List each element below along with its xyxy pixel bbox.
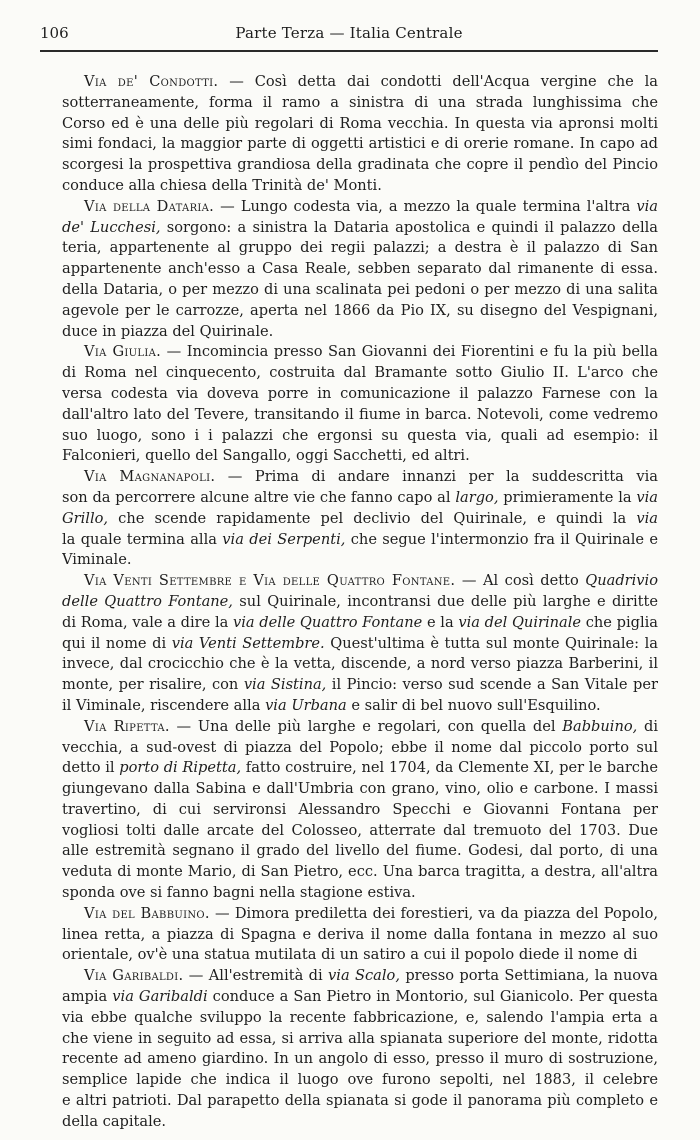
street-heading: Via Ripetta. <box>84 717 170 735</box>
text-run: suo luogo, sono i i palazzi che ergonsi su questa via, quali ad esempio: il <box>62 426 658 444</box>
text-run: appartenente anch'esso a Casa Reale, sebben separato dal rimanente di essa. <box>62 260 658 278</box>
italic-term: via Urbana <box>265 696 347 714</box>
street-heading: Via del Babbuino. <box>84 904 210 922</box>
text-run: semplice lapide che indica il luogo ove furono sepolti, nel 1883, il celebre <box>62 1071 658 1089</box>
text-run: — Lungo codesta via, a mezzo la quale termina l'altra <box>214 197 637 215</box>
paragraph-via-giulia-line <box>62 342 658 363</box>
text-run: recente ad ameno giardino. In un angolo di esso, presso il muro di sostruzione, <box>62 1050 658 1068</box>
paragraph-via-garibaldi-line <box>62 987 658 1008</box>
text-run: primieramente la <box>498 488 637 506</box>
paragraph-via-venti-settembre-line <box>62 592 658 613</box>
text-run: — All'estremità di <box>183 967 329 985</box>
paragraph-via-de-condotti-line <box>62 155 658 176</box>
italic-term: de' Lucchesi, <box>62 218 161 236</box>
italic-term: Babbuino, <box>562 717 638 735</box>
italic-term: Grillo, <box>62 509 109 527</box>
header-rule <box>40 50 658 52</box>
paragraph-via-magnanapoli-line <box>62 488 658 509</box>
text-run: Viminale. <box>62 551 132 569</box>
text-run: e altri patrioti. Dal parapetto della spianata si gode il panorama più completo e <box>62 1092 658 1110</box>
text-run: la quale termina alla <box>62 530 223 548</box>
text-run: che piglia <box>585 613 658 631</box>
street-heading: Via Giulia. <box>84 343 162 361</box>
paragraph-via-della-dataria-line <box>62 197 658 218</box>
text-run: di Roma nel cinquecento, costruita dal Bramante sotto Giulio II. L'arco che <box>62 364 658 382</box>
text-run: teria, appartenente al gruppo dei regii palazzi; a destra è il palazzo di San <box>62 239 658 257</box>
text-run: — Prima di andare innanzi per la suddescritta via <box>227 468 658 486</box>
text-run: alle estremità segnano il grado del livello del fiume. Godesi, dal porto, di una <box>62 842 658 860</box>
page-number: 106 <box>40 24 69 42</box>
paragraph-via-venti-settembre-line <box>62 654 658 675</box>
paragraph-via-della-dataria-line <box>62 322 658 343</box>
paragraph-via-della-dataria-line <box>62 218 658 239</box>
street-heading: Via della Dataria. <box>84 197 215 215</box>
text-run: son da percorrere alcune altre vie che fanno capo al <box>62 488 456 506</box>
paragraph-via-ripetta-line <box>62 758 658 779</box>
paragraph-via-magnanapoli-line <box>62 530 658 551</box>
text-run: il Viminale, riscendere alla <box>62 696 266 714</box>
text-run: di Roma, vale a dire la <box>62 613 233 631</box>
street-heading: Via de' Condotti. <box>84 73 219 90</box>
text-run: e salir di bel nuovo sull'Esquilino. <box>346 696 601 714</box>
text-run: — Dimora prediletta dei forestieri, va da piazza del Popolo, <box>215 904 658 922</box>
text-run: che segue l'intermonzio fra il Quirinale e <box>350 530 658 548</box>
paragraph-via-della-dataria-line <box>62 259 658 280</box>
text-run: duce in piazza del Quirinale. <box>62 322 274 340</box>
paragraph-via-magnanapoli-line <box>62 467 658 488</box>
text-run: scorgesi la prospettiva grandiosa della gradinata che copre il pendìo del Pincio <box>62 156 658 174</box>
text-run: della capitale. <box>62 1112 167 1130</box>
text-run: che scende rapidamente pel declivio del Quirinale, e quindi la <box>108 509 637 527</box>
paragraph-via-garibaldi-line <box>62 1049 658 1070</box>
text-run: vecchia, a sud-ovest di piazza del Popolo; ebbe il nome dal piccolo porto sul <box>62 738 658 756</box>
italic-term: via <box>636 488 658 506</box>
paragraph-via-ripetta-line <box>62 841 658 862</box>
italic-term: via Scalo, <box>328 967 400 985</box>
paragraph-via-ripetta-line <box>62 717 658 738</box>
paragraph-via-giulia-line <box>62 426 658 447</box>
paragraph-via-del-babbuino-line <box>62 945 658 966</box>
text-run: della Dataria, o per mezzo di una scalinata pei pedoni o per mezzo di una salita <box>62 280 658 298</box>
text-run: sorgono: a sinistra la Dataria apostolica e quindi il palazzo della <box>166 218 658 236</box>
text-run: conduce alla chiesa della Trinità de' Monti. <box>62 176 382 194</box>
text-run: vogliosi tolti dalle arcate del Colosseo, atterrate dal tremuoto del 1703. Due <box>62 821 658 839</box>
text-run: ampia <box>62 988 113 1006</box>
paragraph-via-della-dataria-line <box>62 280 658 301</box>
paragraph-via-de-condotti-line <box>62 93 658 114</box>
paragraph-via-venti-settembre-line <box>62 696 658 717</box>
italic-term: via delle Quattro Fontane <box>233 613 423 631</box>
text-run: qui il nome di <box>62 634 172 652</box>
street-heading: Via Garibaldi. <box>84 967 184 985</box>
paragraph-via-garibaldi-line <box>62 1070 658 1091</box>
text-run: travertino, di cui servironsi Alessandro Specchi e Giovanni Fontana per <box>62 800 658 818</box>
paragraph-via-venti-settembre-line <box>62 675 658 696</box>
italic-term: Quadrivio <box>585 572 658 590</box>
street-heading: Via Venti Settembre e Via delle Quattro Fontane. <box>84 572 456 590</box>
text-run: agevole per le carrozze, aperta nel 1866 da Pio IX, su disegno del Vespignani, <box>62 301 658 319</box>
text-run: — Così detta dai condotti dell'Acqua vergine che la <box>229 73 658 90</box>
paragraph-via-giulia-line <box>62 363 658 384</box>
paragraph-via-ripetta-line <box>62 862 658 883</box>
paragraph-via-garibaldi-line <box>62 966 658 987</box>
paragraph-via-venti-settembre-line <box>62 634 658 655</box>
paragraph-via-giulia-line <box>62 405 658 426</box>
text-run: monte, per risalire, con <box>62 676 244 694</box>
paragraph-via-de-condotti-line <box>62 176 658 197</box>
italic-term: via <box>636 509 658 527</box>
text-run: presso porta Settimiana, la nuova <box>405 967 658 985</box>
paragraph-via-venti-settembre-line <box>62 613 658 634</box>
italic-term: via Venti Settembre. <box>171 634 325 652</box>
italic-term: via Garibaldi <box>112 988 208 1006</box>
text-run: — Una delle più larghe e regolari, con quella del <box>169 717 563 735</box>
text-run: veduta di monte Mario, di San Pietro, ecc. Una barca tragitta, a destra, all'altra <box>62 863 658 881</box>
paragraph-via-de-condotti-line <box>62 114 658 135</box>
text-run: dall'altro lato del Tevere, transitando il fiume in barca. Notevoli, come vedremo <box>62 405 658 423</box>
page-header <box>40 22 658 44</box>
text-run: — Al così detto <box>455 572 586 590</box>
paragraph-via-de-condotti-line <box>62 72 658 93</box>
text-run: — Incomincia presso San Giovanni dei Fiorentini e fu la più bella <box>166 343 658 361</box>
text-run: linea retta, a piazza di Spagna e deriva il nome dalla fontana in mezzo al suo <box>62 925 658 943</box>
text-run: Corso ed è una delle più regolari di Roma vecchia. In questa via apronsi molti <box>62 114 658 132</box>
italic-term: via Sistina, <box>243 676 327 694</box>
paragraph-via-ripetta-line <box>62 738 658 759</box>
text-run: sotterraneamente, forma il ramo a sinistra di una strada lunghissima che <box>62 93 658 111</box>
text-run: di <box>643 717 658 735</box>
text-run: fatto costruire, nel 1704, da Clemente XI, per le barche <box>245 759 658 777</box>
text-run: simi fondaci, la maggior parte di oggetti artistici e di orerie romane. In capo ad <box>62 135 658 153</box>
street-heading: Via Magnanapoli. <box>84 468 216 486</box>
paragraph-via-garibaldi-line <box>62 1029 658 1050</box>
running-head: Parte Terza — Italia Centrale <box>235 24 463 42</box>
paragraph-via-venti-settembre-line <box>62 571 658 592</box>
italic-term: via del Quirinale <box>458 613 582 631</box>
paragraph-via-giulia-line <box>62 384 658 405</box>
paragraph-via-ripetta-line <box>62 779 658 800</box>
text-run: versa codesta via doveva porre in comunicazione il palazzo Farnese con la <box>62 384 658 402</box>
paragraph-via-della-dataria-line <box>62 301 658 322</box>
paragraph-via-della-dataria-line <box>62 238 658 259</box>
paragraph-via-garibaldi-line <box>62 1008 658 1029</box>
paragraph-via-de-condotti-line <box>62 134 658 155</box>
body-text <box>62 72 658 1133</box>
text-run: il Pincio: verso sud scende a San Vitale per <box>331 676 658 694</box>
text-run: che viene in seguito ad essa, si arriva alla spianata superiore del monte, ridotta <box>62 1029 658 1047</box>
text-run: sul Quirinale, incontransi due delle più larghe e diritte <box>239 592 658 610</box>
text-run: e la <box>422 613 459 631</box>
paragraph-via-del-babbuino-line <box>62 904 658 925</box>
italic-term: via dei Serpenti, <box>222 530 346 548</box>
paragraph-via-ripetta-line <box>62 821 658 842</box>
text-run: conduce a San Pietro in Montorio, sul Gianicolo. Per questa <box>207 988 658 1006</box>
paragraph-via-garibaldi-line <box>62 1112 658 1133</box>
text-run: giungevano dalla Sabina e dall'Umbria con grano, vino, olio e carbone. I massi <box>62 780 658 798</box>
italic-term: via <box>636 197 658 215</box>
italic-term: porto di Ripetta, <box>119 759 242 777</box>
paragraph-via-ripetta-line <box>62 800 658 821</box>
text-run: via ebbe qualche sviluppo la recente fabbricazione, e, salendo l'ampia erta a <box>62 1008 658 1026</box>
text-run: sponda ove si fanno bagni nella stagione estiva. <box>62 884 416 902</box>
paragraph-via-magnanapoli-line <box>62 509 658 530</box>
paragraph-via-ripetta-line <box>62 883 658 904</box>
paragraph-via-del-babbuino-line <box>62 925 658 946</box>
paragraph-via-garibaldi-line <box>62 1091 658 1112</box>
text-run: Quest'ultima è tutta sul monte Quirinale: la <box>330 634 658 652</box>
text-run: invece, dal crocicchio che è la vetta, discende, a nord verso piazza Barberini, il <box>62 655 658 673</box>
italic-term: delle Quattro Fontane, <box>62 592 233 610</box>
text-run: Falconieri, quello del Sangallo, oggi Sacchetti, ed altri. <box>62 447 470 465</box>
text-run: orientale, ov'è una statua mutilata di un satiro a cui il popolo diede il nome di <box>62 946 638 964</box>
paragraph-via-giulia-line <box>62 446 658 467</box>
italic-term: largo, <box>455 488 499 506</box>
text-run: detto il <box>62 759 120 777</box>
paragraph-via-magnanapoli-line <box>62 550 658 571</box>
